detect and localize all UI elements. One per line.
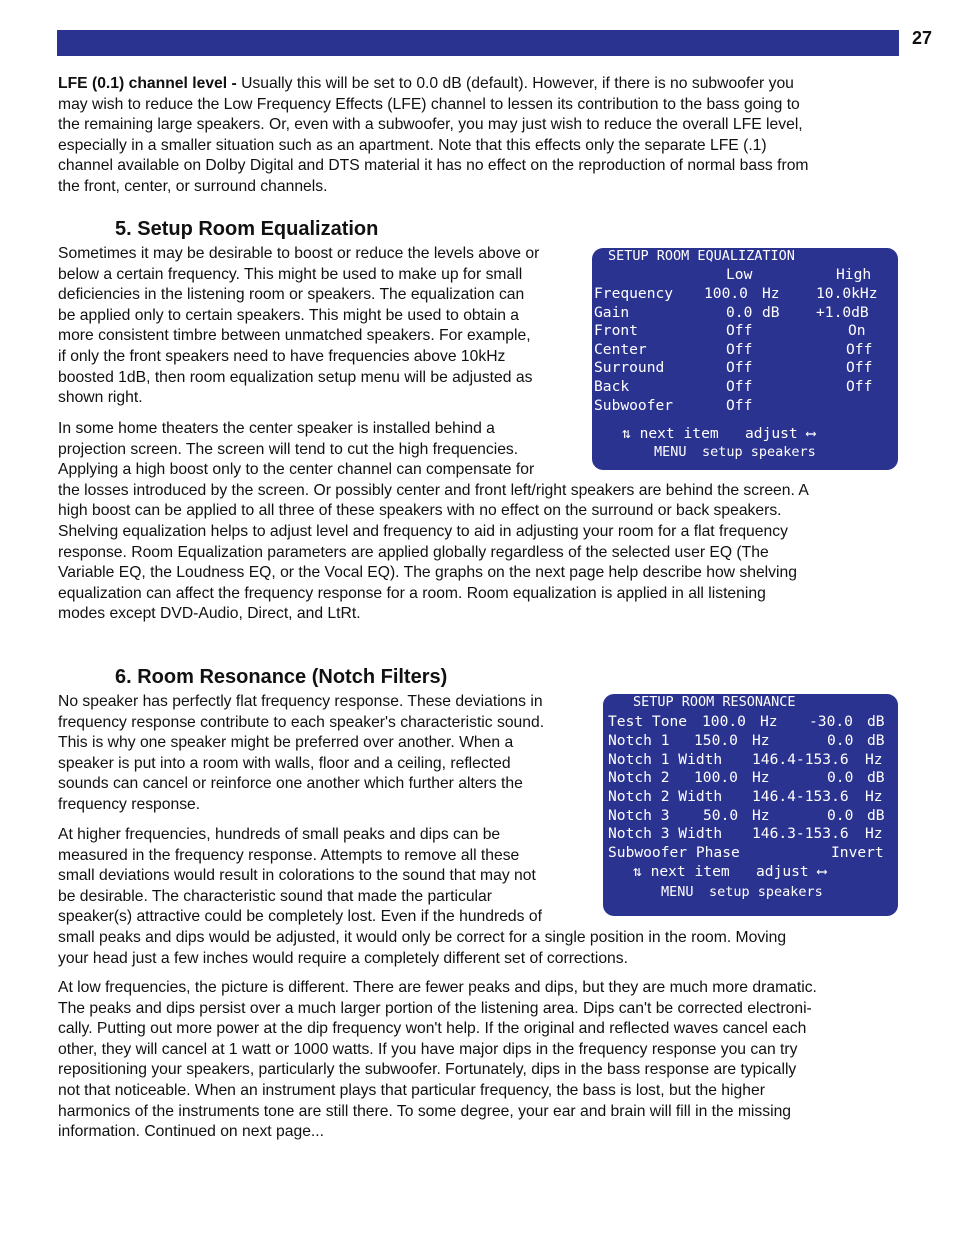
- section6-heading: 6. Room Resonance (Notch Filters): [115, 666, 448, 688]
- section6-paragraph-3: At low frequencies, the picture is different. There are fewer peaks and dips, but they are much more dramatic. The peaks and dips persist over a much larger portion of the listening area. Dips can't be corrected electroni- cally. Putting out more power at the dip frequency won't help. If the original and reflected waves cancel each other, they will cancel at 1 watt or 1000 watts. If you have major dips in the frequency response you can try repositioning your speakers, particularly the subwoofer. Fortunately, dips in the bass response are typically not that noticeable. When an instrument plays that particular frequency, the bass is lost, but the higher harmonics of the instruments tone are still there. To some degree, your ear and brain will fill in the missing information. Continued on next page...: [58, 979, 817, 1141]
- res-menu-hint: setup speakers: [709, 884, 823, 900]
- eq-menu-title: SETUP ROOM EQUALIZATION: [608, 248, 795, 264]
- section5-paragraph-1: Sometimes it may be desirable to boost or reduce the levels above or below a certain frequency. This might be used to make up for small deficiencies in the listening room or speakers. The equalization can be applied only to certain speakers. This might be used to obtain a more consistent timbre between unmatched speakers. For example, if only the front speakers need to have frequencies above 10kHz boosted 1dB, then room equalization setup menu will be adjusted as shown right.: [58, 245, 540, 407]
- eq-col-high: High: [836, 266, 872, 283]
- eq-col-low: Low: [726, 266, 753, 283]
- eq-row: Front Off On: [594, 322, 866, 339]
- lfe-paragraph: LFE (0.1) channel level - Usually this will be set to 0.0 dB (default). However, if there is no subwoofer you may wish to reduce the Low Frequency Effects (LFE) channel to lessen its contribution to the bass going to the remaining large speakers. Or, even with a subwoofer, you may just wish to reduce the overall LFE level, especially in a smaller situation such as an apartment. Note that this effects only the separate LFE (.1) channel available on Dolby Digital and DTS material it has no effect on the reproduction of normal bass from the front, center, or surround channels.: [58, 75, 809, 195]
- header-bar: [57, 30, 899, 56]
- eq-row: Center Off Off: [594, 341, 873, 358]
- res-row: Test Tone 100.0 Hz -30.0 dB: [608, 713, 885, 730]
- eq-row: Gain 0.0 dB +1.0dB: [594, 304, 869, 321]
- res-row: Notch 1 150.0 Hz 0.0 dB: [608, 732, 885, 749]
- res-menu-title: SETUP ROOM RESONANCE: [633, 694, 796, 710]
- res-row: Notch 1 Width 146.4-153.6 Hz: [608, 751, 883, 768]
- room-resonance-menu-screen: [603, 694, 898, 916]
- eq-row: Surround Off Off: [594, 359, 873, 376]
- res-nav-hint: ⇅ next item adjust ⟷: [633, 863, 827, 880]
- eq-menu-hint: setup speakers: [702, 444, 816, 460]
- res-row: Notch 2 100.0 Hz 0.0 dB: [608, 769, 885, 786]
- section5-paragraph-2: In some home theaters the center speaker is installed behind a projection screen. The screen will tend to cut the high frequencies. Applying a high boost only to the center channel can compensate for the losses introduced by the screen. Or possibly center and front left/right speakers are behind the screen. A high boost can be applied to all three of these speakers with no effect on the surround or back speakers. Shelving equalization helps to adjust level and frequency to aid in adjusting your room for a flat frequency response. Room Equalization parameters are applied globally regardless of the selected user EQ (The Variable EQ, the Loudness EQ, or the Vocal EQ). The graphs on the next page help describe how shelving equalization can affect the frequency response for a room. Room equalization is applied in all listening modes except DVD-Audio, Direct, and LtRt.: [58, 420, 809, 623]
- section6-paragraph-2: At higher frequencies, hundreds of small peaks and dips can be measured in the frequency response. Attempts to remove all these small deviations would result in colorations to the sound that may not be desirable. The characteristic sound that made the particular speaker(s) attractive could be completely lost. Even if the hundreds of small peaks and dips would be adjusted, it would only be correct for a single position in the room. Moving your head just a few inches would require a completely different set of corrections.: [58, 826, 787, 967]
- res-row: Notch 2 Width 146.4-153.6 Hz: [608, 788, 883, 805]
- page-number: 27: [912, 28, 933, 48]
- eq-nav-hint: ⇅ next item adjust ⟷: [622, 425, 816, 442]
- eq-row: Back Off Off: [594, 378, 873, 395]
- section6-paragraph-1: No speaker has perfectly flat frequency response. These deviations in frequency response contribute to each speaker's characteristic sound. This is why one speaker might be preferred over another. When a speaker is put into a room with walls, floor and a ceiling, reflected sounds can cancel or reinforce one another which further alters the frequency response.: [58, 693, 545, 813]
- res-row: Notch 3 50.0 Hz 0.0 dB: [608, 807, 885, 824]
- eq-row: Subwoofer Off: [594, 397, 753, 414]
- eq-menu-key: MENU: [654, 444, 687, 460]
- lfe-label: LFE (0.1) channel level -: [58, 75, 237, 92]
- section5-heading: 5. Setup Room Equalization: [115, 218, 379, 240]
- eq-row: Frequency 100.0 Hz 10.0kHz: [594, 285, 878, 302]
- res-menu-key: MENU: [661, 884, 694, 900]
- res-row: Notch 3 Width 146.3-153.6 Hz: [608, 825, 883, 842]
- res-row: Subwoofer Phase Invert: [608, 844, 884, 861]
- room-eq-menu-screen: [592, 248, 898, 470]
